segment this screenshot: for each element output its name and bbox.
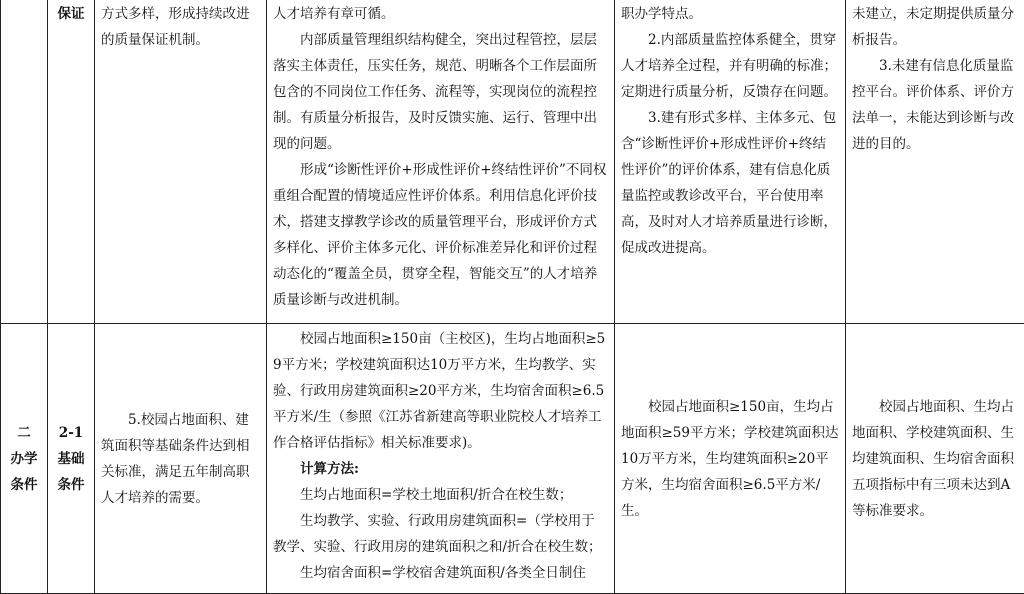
subcategory-label-line: 条件 xyxy=(54,472,88,498)
a-grade-paragraph: 职办学特点。 xyxy=(621,1,839,27)
subcategory-label-line: 2-1 xyxy=(54,420,88,446)
c-grade-paragraph: 3.未建有信息化质量监控平台。评价体系、评价方法单一，未能达到诊断与改进的目的。 xyxy=(852,53,1018,157)
category-label-line: 条件 xyxy=(7,472,41,498)
method-line: 生均教学、实验、行政用房建筑面积=（学校用于教学、实验、行政用房的建筑面积之和/折合在校生数； xyxy=(273,508,608,560)
c-grade-paragraph: 未建立，未定期提供质量分析报告。 xyxy=(852,1,1018,53)
subcategory-label: 保证 xyxy=(48,0,95,324)
method-title: 计算方法: xyxy=(273,456,608,482)
a-grade-cell xyxy=(615,0,846,324)
subcategory-label xyxy=(48,324,95,594)
c-grade-paragraph: 校园占地面积、生均占地面积、学校建筑面积、生均建筑面积、生均宿舍面积五项指标中有三项未达到A等标准要求。 xyxy=(852,394,1018,524)
table-row-quality-assurance xyxy=(1,0,1024,324)
c-grade-cell xyxy=(846,0,1024,324)
subcategory-label-line: 基础 xyxy=(54,446,88,472)
standard-paragraph: 形成“诊断性评价+形成性评价+终结性评价”不同权重组合配置的情境适应性评价体系。利用信息化评价技术，搭建支撑教学诊改的质量管理平台，形成评价方式多样化、评价主体多元化、评价标准差异化和评价过程动态化的“覆盖全员，贯穿全程，智能交互”的人才培养质量诊断与改进机制。 xyxy=(273,157,608,313)
category-label xyxy=(1,324,48,594)
standard-paragraph: 校园占地面积≥150亩（主校区)，生均占地面积≥59平方米；学校建筑面积达10万平方米，生均教学、实验、行政用房建筑面积≥20平方米，生均宿舍面积≥6.5平方米/生（参照《江苏省新建高等职业院校人才培养工作合格评估指标》相关标准要求)。 xyxy=(273,326,608,456)
standard-paragraph: 内部质量管理组织结构健全，突出过程管控，层层落实主体责任，压实任务，规范、明晰各个工作层面所包含的不同岗位工作任务、流程等，实现岗位的流程控制。有质量分析报告，及时反馈实施、运行、管理中出现的问题。 xyxy=(273,27,608,157)
a-grade-cell xyxy=(615,324,846,594)
a-grade-paragraph: 3.建有形式多样、主体多元、包含“诊断性评价+形成性评价+终结性评价”的评价体系，建有信息化质量监控或教诊改平台，平台使用率高，及时对人才培养质量进行诊断，促成改进提高。 xyxy=(621,105,839,261)
standard-cell xyxy=(267,0,615,324)
category-cell-empty xyxy=(1,0,48,324)
indicator-text xyxy=(95,324,267,594)
method-line: 生均宿舍面积=学校宿舍建筑面积/各类全日制住 xyxy=(273,560,608,586)
standard-paragraph: 人才培养有章可循。 xyxy=(273,1,608,27)
table-row-basic-conditions xyxy=(1,324,1024,594)
a-grade-paragraph: 2.内部质量监控体系健全，贯穿人才培养全过程，并有明确的标准；定期进行质量分析，反馈存在问题。 xyxy=(621,27,839,105)
indicator-text: 方式多样，形成持续改进的质量保证机制。 xyxy=(95,0,267,324)
c-grade-cell xyxy=(846,324,1024,594)
method-line: 生均占地面积=学校土地面积/折合在校生数； xyxy=(273,482,608,508)
a-grade-paragraph: 校园占地面积≥150亩，生均占地面积≥59平方米；学校建筑面积达10万平方米，生均建筑面积≥20平方米，生均宿舍面积≥6.5平方米/生。 xyxy=(621,394,839,524)
indicator-paragraph: 5.校园占地面积、建筑面积等基础条件达到相关标准，满足五年制高职人才培养的需要。 xyxy=(101,407,260,511)
category-label-line: 办学 xyxy=(7,446,41,472)
standard-cell xyxy=(267,324,615,594)
category-label-line: 二 xyxy=(7,420,41,446)
